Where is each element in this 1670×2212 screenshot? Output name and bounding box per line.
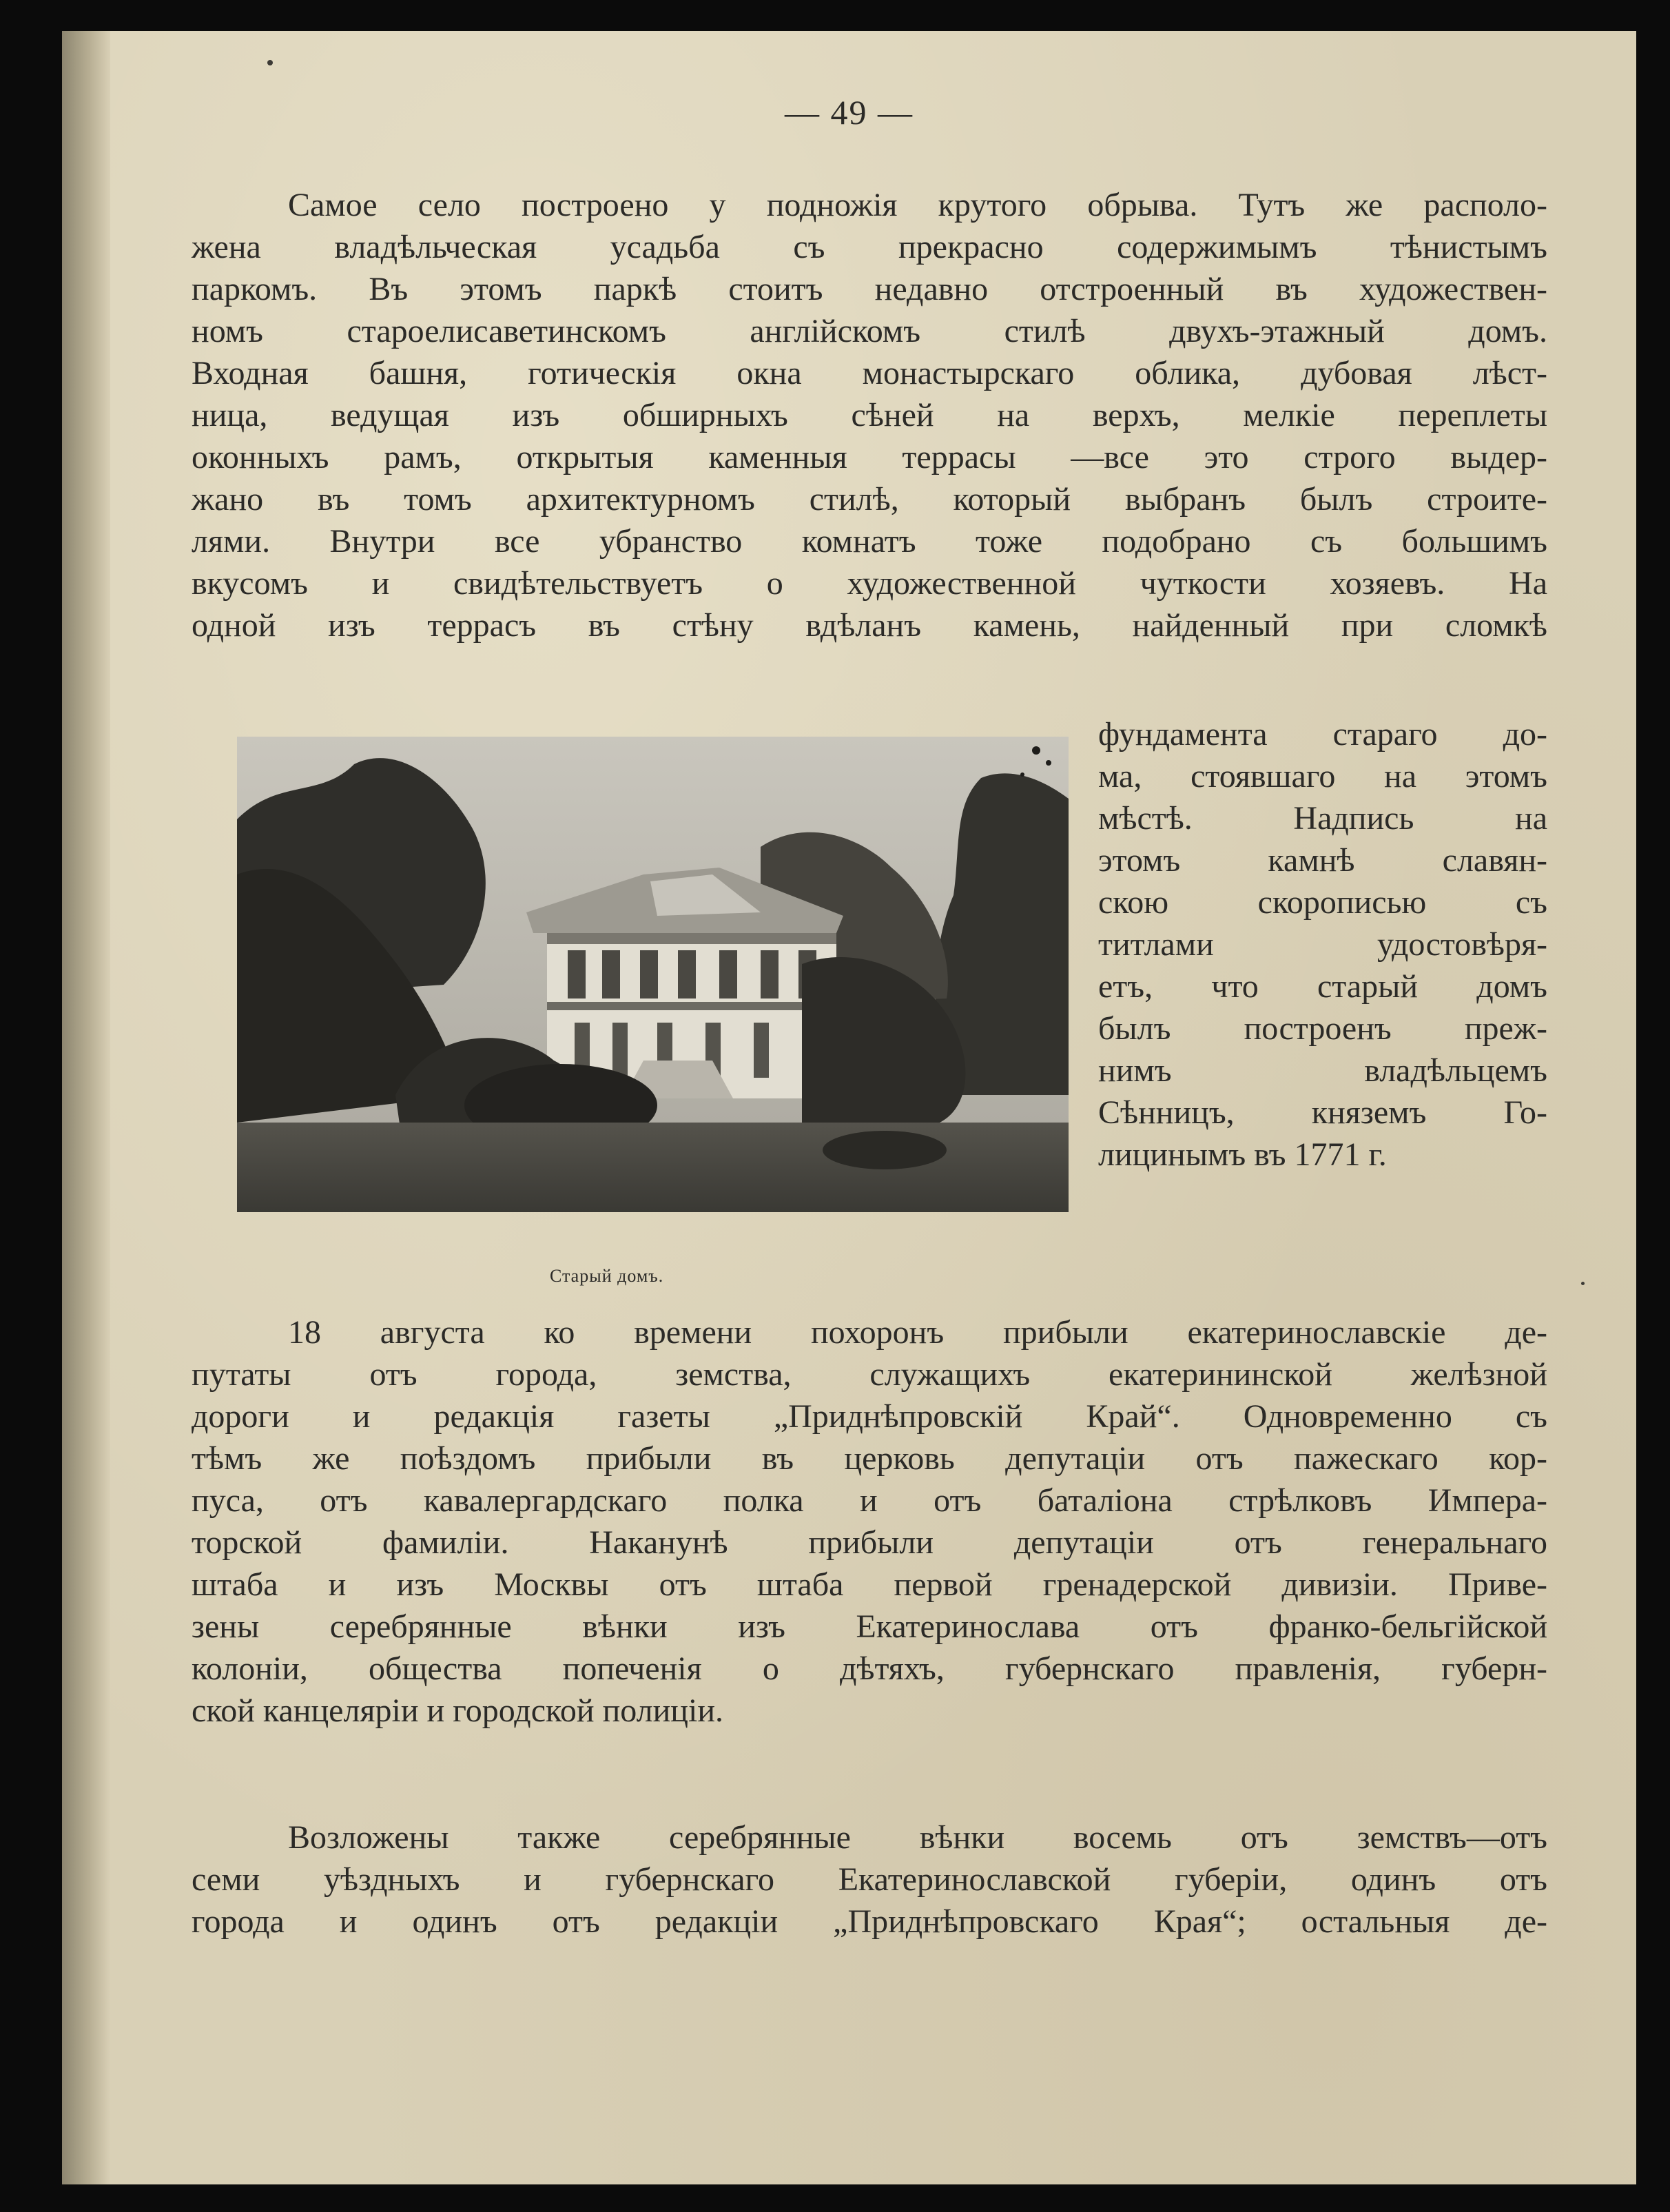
text-line: етъ, что старый домъ [1098,968,1547,1005]
text-line: фундамента стараго до- [1098,716,1547,752]
text-line: оконныхъ рамъ, открытыя каменныя террасы —все это строго выдер- [192,439,1547,475]
text-line: одной изъ террасъ въ стѣну вдѣланъ камень, найденный при сломкѣ [192,607,1547,644]
text-line: пуса, отъ кавалергардскаго полка и отъ баталіона стрѣлковъ Импера- [192,1482,1547,1519]
text-line: тѣмъ же поѣздомъ прибыли въ церковь депутаціи отъ пажескаго кор- [192,1440,1547,1477]
page-gutter-shadow [62,31,110,2184]
house-photograph [237,737,1069,1212]
text-line: зены серебрянные вѣнки изъ Екатеринослава отъ франко-бельгійской [192,1608,1547,1645]
text-line: былъ построенъ преж- [1098,1010,1547,1047]
text-line: ма, стоявшаго на этомъ [1098,758,1547,795]
text-line: ница, ведущая изъ обширныхъ сѣней на верхъ, мелкіе переплеты [192,397,1547,433]
text-line: Входная башня, готическія окна монастырскаго облика, дубовая лѣст- [192,355,1547,391]
paper-speck [267,60,273,65]
paragraph-1-wrapped-column [1098,713,1547,1176]
text-line: скою скорописью съ [1098,884,1547,921]
text-line: паркомъ. Въ этомъ паркѣ стоитъ недавно отстроенный въ художествен- [192,271,1547,307]
text-line: вкусомъ и свидѣтельствуетъ о художественной чуткости хозяевъ. На [192,565,1547,602]
text-line: колоніи, общества попеченія о дѣтяхъ, губернскаго правленія, губерн- [192,1650,1547,1687]
text-line: города и одинъ отъ редакціи „Приднѣпровскаго Края“; остальныя де- [192,1903,1547,1940]
paragraph-2 [192,1311,1547,1732]
text-line: нимъ владѣльцемъ [1098,1052,1547,1089]
text-line: путаты отъ города, земства, служащихъ екатерининской желѣзной [192,1356,1547,1393]
text-line: жано въ томъ архитектурномъ стилѣ, который выбранъ былъ строите- [192,481,1547,518]
paragraph-3 [192,1816,1547,1943]
paper-speck [1581,1282,1585,1285]
text-line: номъ староелисаветинскомъ англійскомъ стилѣ двухъ-этажный домъ. [192,313,1547,349]
text-line: титлами удостовѣря- [1098,926,1547,963]
text-line: этомъ камнѣ славян- [1098,842,1547,879]
text-line: лями. Внутри все убранство комнатъ тоже подобрано съ большимъ [192,523,1547,560]
book-page [62,31,1636,2184]
text-line: торской фамиліи. Наканунѣ прибыли депутаціи отъ генеральнаго [192,1524,1547,1561]
text-line: Сѣнницъ, княземъ Го- [1098,1094,1547,1131]
text-line: штаба и изъ Москвы отъ штаба первой гренадерской дивизіи. Приве- [192,1566,1547,1603]
paragraph-1 [192,184,1547,646]
page-number: — 49 — [785,93,914,132]
text-line: дороги и редакція газеты „Приднѣпровскій Край“. Одновременно съ [192,1398,1547,1435]
photo-caption: Старый домъ. [550,1266,664,1286]
text-line: семи уѣздныхъ и губернскаго Екатеринославской губеріи, одинъ отъ [192,1861,1547,1898]
text-line: Самое село построено у подножія крутого обрыва. Тутъ же располо- [288,187,1547,223]
text-line: ской канцеляріи и городской полиціи. [192,1692,724,1729]
text-line: мѣстѣ. Надпись на [1098,800,1547,837]
text-line: 18 августа ко времени похоронъ прибыли екатеринославскіе де- [288,1314,1547,1351]
text-line: лицинымъ въ 1771 г. [1098,1136,1387,1173]
text-line: жена владѣльческая усадьба съ прекрасно содержимымъ тѣнистымъ [192,229,1547,265]
text-line: Возложены также серебрянные вѣнки восемь отъ земствъ—отъ [288,1819,1547,1856]
